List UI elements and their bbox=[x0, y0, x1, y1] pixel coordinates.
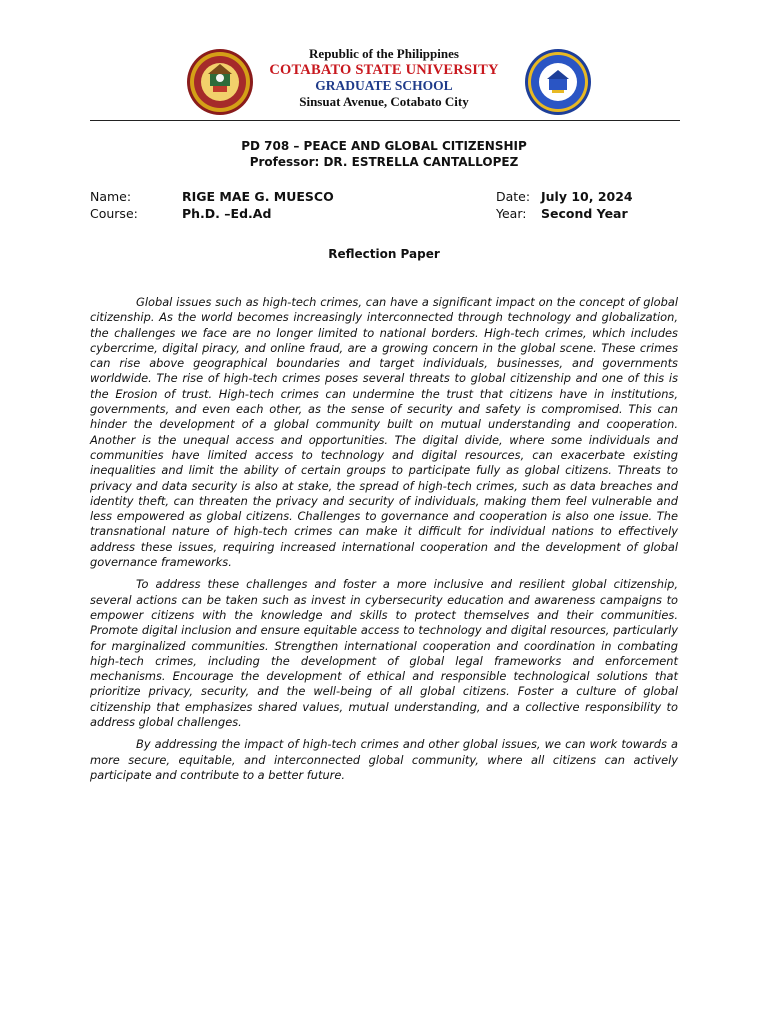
university-name: COTABATO STATE UNIVERSITY bbox=[269, 62, 499, 78]
course-label: Course: bbox=[90, 206, 138, 221]
year-value: Second Year bbox=[541, 206, 628, 221]
university-address: Sinsuat Avenue, Cotabato City bbox=[299, 94, 469, 109]
paragraph: By addressing the impact of high-tech crimes and other global issues, we can work towards a more secure, equitable, and interconnected global community, where all citizens can actively participate and contribute to a better future. bbox=[90, 737, 678, 782]
reflection-body bbox=[90, 295, 678, 790]
student-info bbox=[90, 188, 490, 228]
school-name: GRADUATE SCHOOL bbox=[315, 78, 453, 93]
year-label: Year: bbox=[496, 206, 527, 221]
date-value: July 10, 2024 bbox=[541, 189, 633, 204]
course-title: PD 708 – PEACE AND GLOBAL CITIZENSHIP bbox=[241, 139, 527, 153]
professor-line: Professor: DR. ESTRELLA CANTALLOPEZ bbox=[249, 155, 519, 169]
name-label: Name: bbox=[90, 189, 132, 204]
course-block bbox=[0, 138, 768, 170]
paragraph: Global issues such as high-tech crimes, can have a significant impact on the concept of global citizenship. As the world becomes increasingly interconnected through technology and globalization, the challenges we face are no longer limited to national borders. High-tech crimes, which includes cybercrime, digital piracy, and online fraud, are a growing concern in the global scene. These crimes can rise above geographical boundaries and target individuals, businesses, and governments worldwide. The rise of high-tech crimes poses several threats to global citizenship and one of this is the Erosion of trust. High-tech crimes can undermine the trust that citizens have in institutions, governments, and even each other, as the sense of security and safety is compromised. This can hinder the development of a global community built on mutual understanding and cooperation. Another is the unequal access and opportunities. The digital divide, where some individuals and communities have limited access to technology and digital resources, can exacerbate existing inequalities and limit the ability of certain groups to participate fully as global citizens. Threats to privacy and data security is also at stake, the spread of high-tech crimes, such as data breaches and identity theft, can threaten the privacy and security of individuals, making them feel vulnerable and less empowered as global citizens. Challenges to governance and cooperation is also one issue. The transnational nature of high-tech crimes can make it difficult for individual nations to effectively address these issues, requiring increased international cooperation and the development of global governance frameworks. bbox=[90, 295, 678, 570]
date-year-info bbox=[496, 188, 696, 228]
date-label: Date: bbox=[496, 189, 531, 204]
name-value: RIGE MAE G. MUESCO bbox=[182, 189, 334, 204]
republic-line: Republic of the Philippines bbox=[309, 46, 459, 61]
course-value: Ph.D. –Ed.Ad bbox=[182, 206, 272, 221]
paper-title: Reflection Paper bbox=[328, 247, 440, 261]
paragraph: To address these challenges and foster a more inclusive and resilient global citizenship, several actions can be taken such as invest in cybersecurity education and awareness campaigns to empower citizens with the knowledge and skills to protect themselves and their communities. Promote digital inclusion and ensure equitable access to technology and digital resources, particularly for marginalized communities. Strengthen international cooperation and coordination in combating high-tech crimes, including the development of global legal frameworks and enforcement mechanisms. Encourage the development of ethical and responsible technological solutions that prioritize privacy, security, and the well-being of all global citizens. Foster a culture of global citizenship that emphasizes shared values, mutual understanding, and a collective responsibility to address global challenges. bbox=[90, 577, 678, 730]
letterhead bbox=[0, 46, 768, 110]
header-divider bbox=[90, 120, 680, 121]
